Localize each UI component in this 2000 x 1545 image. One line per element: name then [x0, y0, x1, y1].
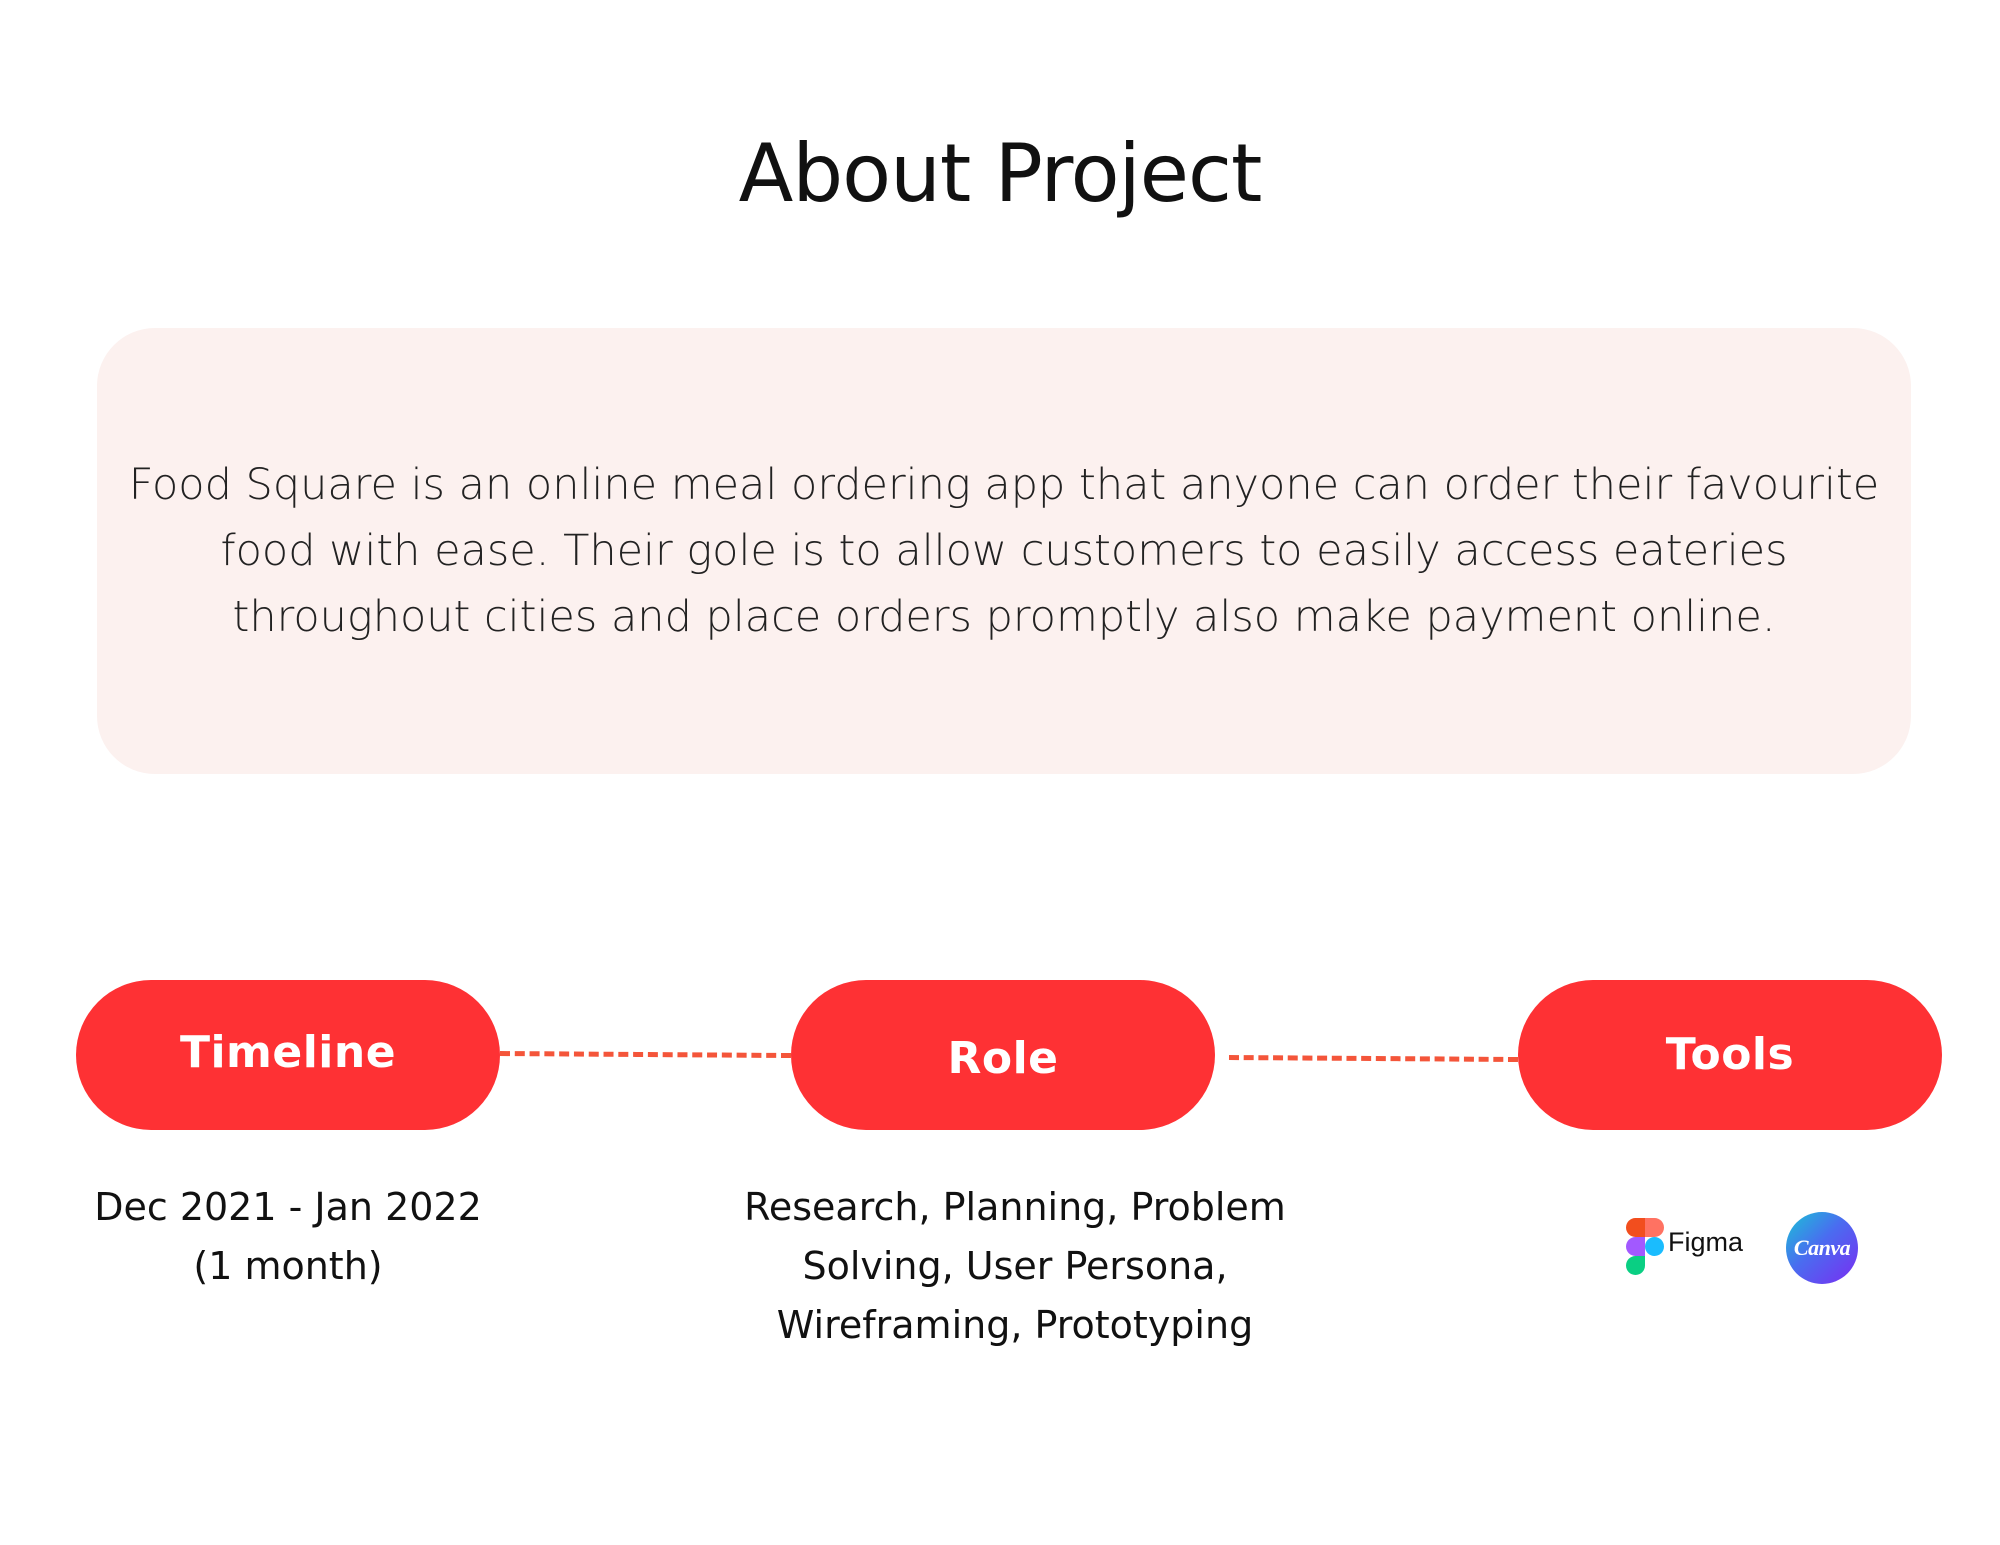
- canva-name: Canva: [1793, 1235, 1851, 1260]
- role-pill: [791, 980, 1215, 1130]
- tools-pill: [1518, 980, 1942, 1130]
- role-line-2: Solving, User Persona,: [802, 1244, 1228, 1288]
- figma-logo-icon: [1626, 1218, 1664, 1275]
- figma-name: Figma: [1668, 1226, 1744, 1257]
- timeline-duration: (1 month): [193, 1244, 383, 1288]
- tools-label: Tools: [1665, 1028, 1795, 1080]
- timeline-role-connector: [500, 1051, 791, 1058]
- timeline-dates: Dec 2021 - Jan 2022: [94, 1185, 482, 1229]
- page-title: About Project: [738, 127, 1262, 220]
- about-card: [97, 328, 1911, 774]
- role-tools-connector: [1229, 1055, 1518, 1062]
- figma-tool: [1626, 1218, 1743, 1274]
- role-line-1: Research, Planning, Problem: [744, 1185, 1286, 1229]
- role-label: Role: [947, 1032, 1059, 1084]
- timeline-detail: [60, 1178, 516, 1296]
- role-detail: [720, 1178, 1310, 1355]
- timeline-label: Timeline: [179, 1026, 397, 1078]
- canva-logo-icon: [1786, 1212, 1858, 1284]
- project-description: Food Square is an online meal ordering app that anyone can order their favourite food with ease. Their gole is to allow customers to easily access eateries throughout cities and place orders promptly also make payment online.: [128, 460, 1880, 642]
- timeline-pill: [76, 980, 500, 1130]
- role-line-3: Wireframing, Prototyping: [776, 1303, 1254, 1347]
